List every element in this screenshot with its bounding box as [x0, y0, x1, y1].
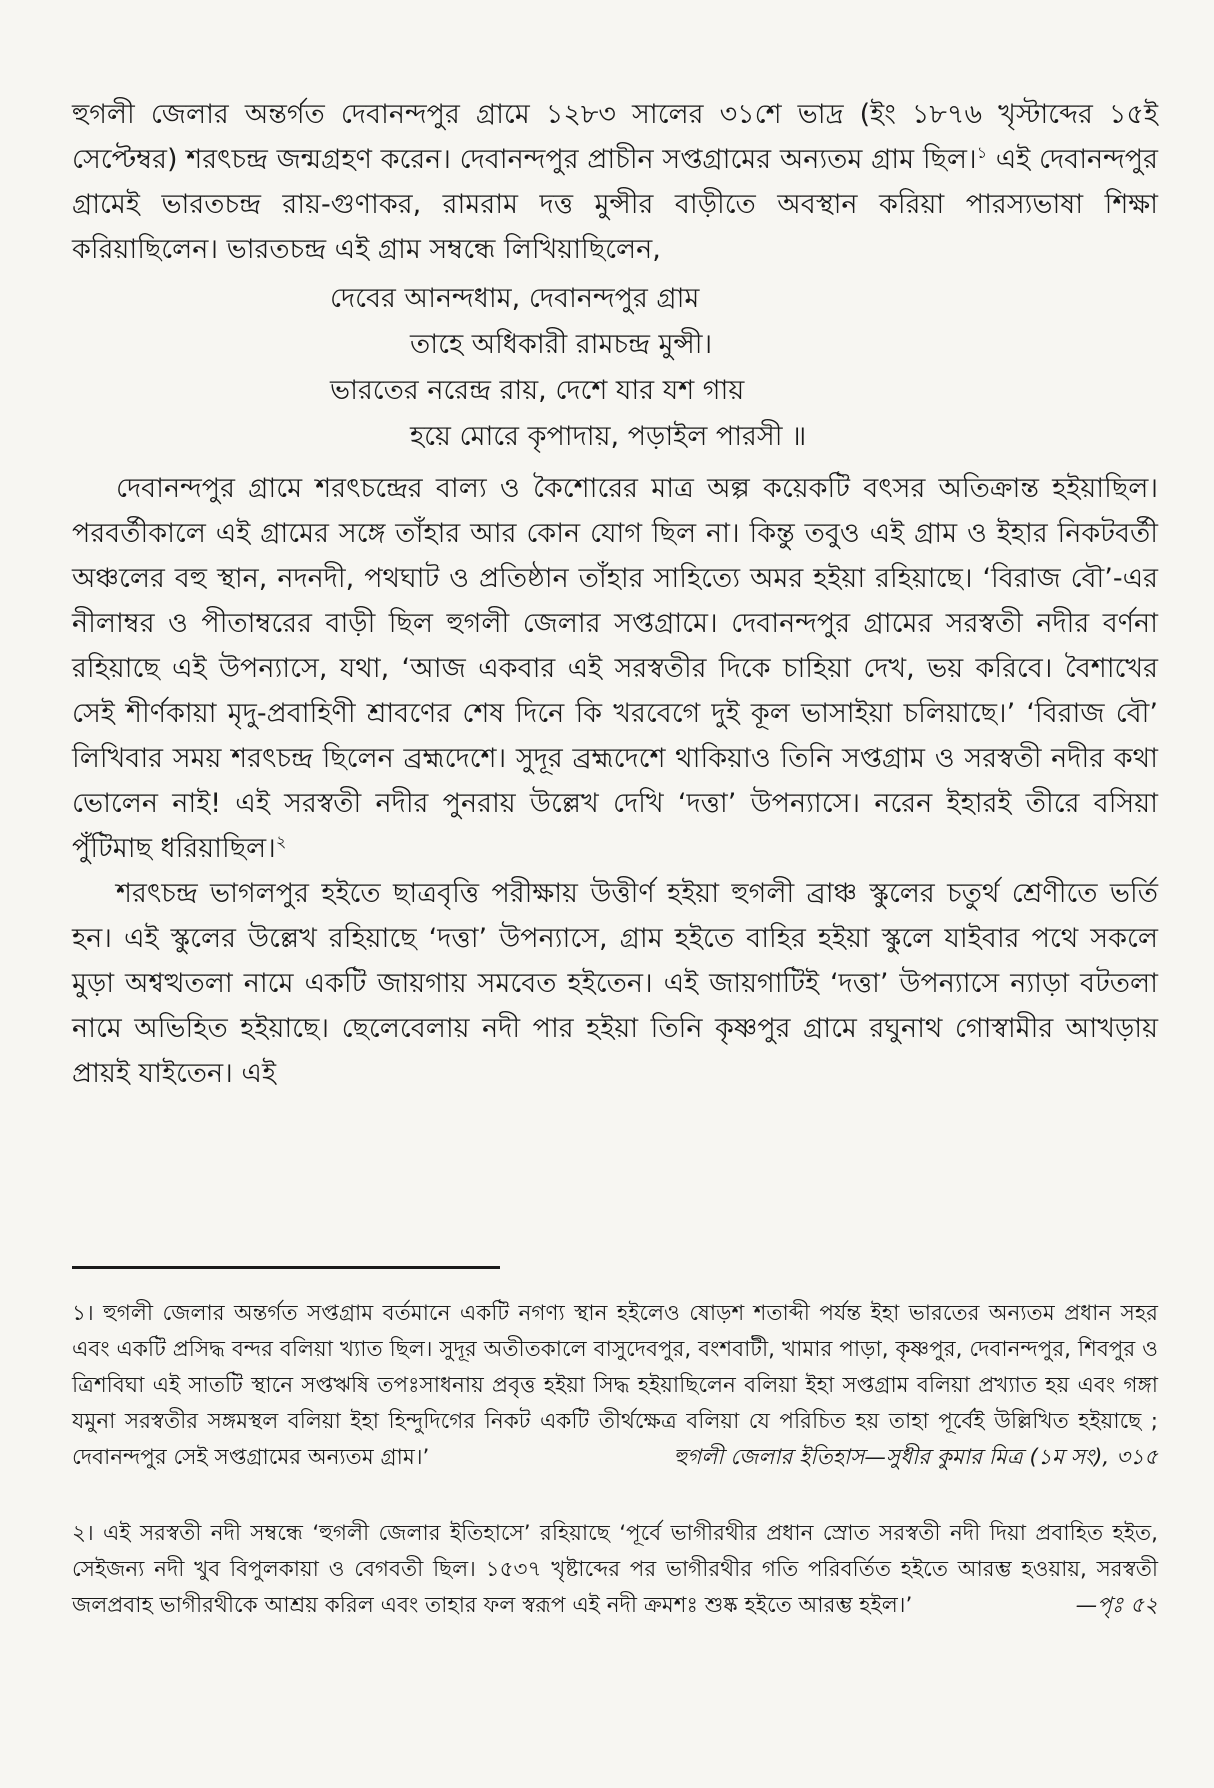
verse-block [72, 276, 1158, 460]
paragraph-3-text: শরৎচন্দ্র ভাগলপুর হইতে ছাত্রবৃত্তি পরীক্ষায় উত্তীর্ণ হইয়া হুগলী ব্রাঞ্চ স্কুলের চতুর্থ শ্রেণীতে ভর্তি হন। এই স্কুলের উল্লেখ রহিয়াছে ‘দত্তা’ উপন্যাসে, গ্রাম হইতে বাহির হইয়া স্কুলে যাইবার পথে সকলে মুড়া অশ্বত্থতলা নামে একটি জায়গায় সমবেত হইতেন। এই জায়গাটিই ‘দত্তা’ উপন্যাসে ন্যাড়া বটতলা নামে অভিহিত হইয়াছে। ছেলেবেলায় নদী পার হইয়া তিনি কৃষ্ণপুর গ্রামে রঘুনাথ গোস্বামীর আখড়ায় প্রায়ই যাইতেন। এই [72, 878, 1158, 1089]
paragraph-1 [72, 92, 1158, 272]
verse-line-3: ভারতের নরেন্দ্র রায়, দেশে যার যশ গায় [330, 375, 745, 406]
verse-line-2: তাহে অধিকারী রামচন্দ্র মুন্সী। [410, 329, 713, 360]
paragraph-2 [72, 466, 1158, 871]
footnote-2-citation: —পৃঃ ৫২ [1075, 1593, 1158, 1618]
footnote-1 [72, 1296, 1158, 1476]
footnote-ref-1[interactable]: ১ [976, 143, 988, 162]
paragraph-3 [72, 871, 1158, 1096]
paragraph-2-text: দেবানন্দপুর গ্রামে শরৎচন্দ্রের বাল্য ও কৈশোরের মাত্র অল্প কয়েকটি বৎসর অতিক্রান্ত হইয়াছিল। পরবর্তীকালে এই গ্রামের সঙ্গে তাঁহার আর কোন যোগ ছিল না। কিন্তু তবুও এই গ্রাম ও ইহার নিকটবর্তী অঞ্চলের বহু স্থান, নদনদী, পথঘাট ও প্রতিষ্ঠান তাঁহার সাহিত্যে অমর হইয়া রহিয়াছে। ‘বিরাজ বৌ’-এর নীলাম্বর ও পীতাম্বরের বাড়ী ছিল হুগলী জেলার সপ্তগ্রামে। দেবানন্দপুর গ্রামের সরস্বতী নদীর বর্ণনা রহিয়াছে এই উপন্যাসে, যথা, ‘আজ একবার এই সরস্বতীর দিকে চাহিয়া দেখ, ভয় করিবে। বৈশাখের সেই শীর্ণকায়া মৃদু-প্রবাহিণী শ্রাবণের শেষ দিনে কি খরবেগে দুই কূল ভাসাইয়া চলিয়াছে।’ ‘বিরাজ বৌ’ লিখিবার সময় শরৎচন্দ্র ছিলেন ব্রহ্মদেশে। সুদূর ব্রহ্মদেশে থাকিয়াও তিনি সপ্তগ্রাম ও সরস্বতী নদীর কথা ভোলেন নাই! এই সরস্বতী নদীর পুনরায় উল্লেখ দেখি ‘দত্তা’ উপন্যাসে। নরেন ইহারই তীরে বসিয়া পুঁটিমাছ ধরিয়াছিল। [72, 473, 1158, 864]
paragraph-1-continuation: এই দেবানন্দপুর গ্রামেই ভারতচন্দ্র রায়-গুণাকর, রামরাম দত্ত মুন্সীর বাড়ীতে অবস্থান করিয়া পারস্যভাষা শিক্ষা করিয়াছিলেন। ভারতচন্দ্র এই গ্রাম সম্বন্ধে লিখিয়াছিলেন, [72, 144, 1158, 265]
footnote-1-text: ১। হুগলী জেলার অন্তর্গত সপ্তগ্রাম বর্তমানে একটি নগণ্য স্থান হইলেও ষোড়শ শতাব্দী পর্যন্ত ইহা ভারতের অন্যতম প্রধান সহর এবং একটি প্রসিদ্ধ বন্দর বলিয়া খ্যাত ছিল। সুদূর অতীতকালে বাসুদেবপুর, বংশবাটী, খামার পাড়া, কৃষ্ণপুর, দেবানন্দপুর, শিবপুর ও ত্রিশবিঘা এই সাতটি স্থানে সপ্তঋষি তপঃসাধনায় প্রবৃত্ত হইয়া সিদ্ধ হইয়াছিলেন বলিয়া ইহা সপ্তগ্রাম বলিয়া প্রখ্যাত হয় এবং গঙ্গা যমুনা সরস্বতীর সঙ্গমস্থল বলিয়া ইহা হিন্দুদিগের নিকট একটি তীর্থক্ষেত্র বলিয়া যে পরিচিত হয় তাহা পূর্বেই উল্লিখিত হইয়াছে ; দেবানন্দপুর সেই সপ্তগ্রামের অন্যতম গ্রাম।’ [72, 1301, 1158, 1470]
verse-line-4: হয়ে মোরে কৃপাদায়, পড়াইল পারসী ॥ [410, 421, 807, 452]
footnote-divider [72, 1266, 500, 1269]
verse-line-1: দেবের আনন্দধাম, দেবানন্দপুর গ্রাম [330, 283, 700, 314]
footnote-2 [72, 1516, 1158, 1624]
paragraph-1-text: হুগলী জেলার অন্তর্গত দেবানন্দপুর গ্রামে ১২৮৩ সালের ৩১শে ভাদ্র (ইং ১৮৭৬ খৃস্টাব্দের ১৫ই সেপ্টেম্বর) শরৎচন্দ্র জন্মগ্রহণ করেন। দেবানন্দপুর প্রাচীন সপ্তগ্রামের অন্যতম গ্রাম ছিল। [72, 99, 1158, 175]
page-body [72, 92, 1158, 1096]
footnote-ref-2[interactable]: ২ [275, 832, 287, 851]
footnote-1-citation: হুগলী জেলার ইতিহাস—সুধীর কুমার মিত্র (১ম সং), ৩১৫ [673, 1445, 1158, 1470]
footnote-2-text: ২। এই সরস্বতী নদী সম্বন্ধে ‘হুগলী জেলার ইতিহাসে’ রহিয়াছে ‘পূর্বে ভাগীরথীর প্রধান স্রোত সরস্বতী নদী দিয়া প্রবাহিত হইত, সেইজন্য নদী খুব বিপুলকায়া ও বেগবতী ছিল। ১৫৩৭ খৃষ্টাব্দের পর ভাগীরথীর গতি পরিবর্তিত হইতে আরম্ভ হওয়ায়, সরস্বতী জলপ্রবাহ ভাগীরথীকে আশ্রয় করিল এবং তাহার ফল স্বরূপ এই নদী ক্রমশঃ শুষ্ক হইতে আরম্ভ হইল।’ [72, 1521, 1158, 1618]
